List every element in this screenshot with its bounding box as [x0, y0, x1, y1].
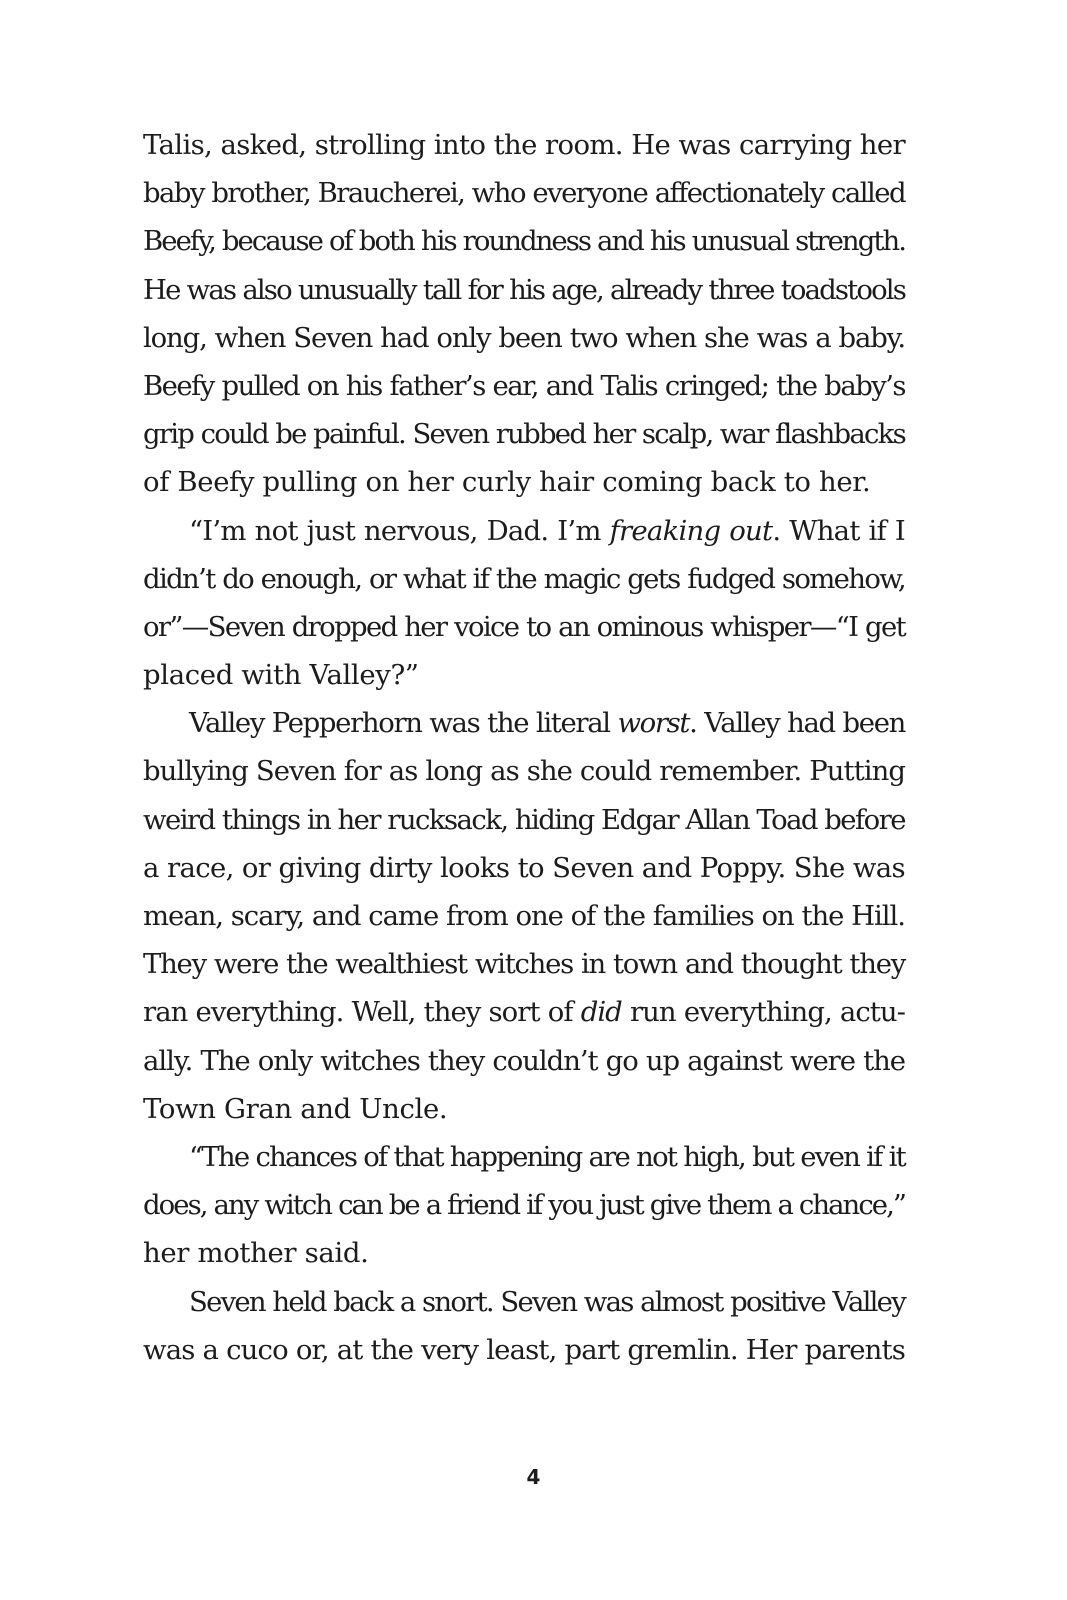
- text-line: [143, 747, 905, 795]
- text-segment: of Beefy pulling on her curly hair coming back to her.: [143, 466, 871, 499]
- body-text: [143, 121, 905, 1374]
- text-line: [143, 603, 905, 651]
- text-line: [143, 1229, 905, 1277]
- italic-text-segment: did: [580, 996, 622, 1029]
- text-line: [143, 1085, 905, 1133]
- text-line: [143, 699, 905, 747]
- text-segment: was a cuco or, at the very least, part gremlin. Her parents: [143, 1333, 905, 1366]
- text-line: [143, 169, 905, 217]
- text-line: [143, 555, 905, 603]
- page-number: 4: [526, 1465, 541, 1489]
- text-segment: a race, or giving dirty looks to Seven and Poppy. She was: [143, 851, 905, 884]
- text-segment: Beefy, because of both his roundness and his unusual strength.: [143, 225, 905, 258]
- text-segment: her mother said.: [143, 1237, 369, 1270]
- text-segment: does, any witch can be a friend if you just give them a chance,”: [143, 1189, 905, 1222]
- text-segment: Seven held back a snort. Seven was almost positive Valley: [189, 1285, 905, 1318]
- text-segment: mean, scary, and came from one of the families on the Hill.: [143, 900, 905, 932]
- italic-text-segment: worst: [617, 707, 690, 740]
- text-line: [143, 1326, 905, 1374]
- text-line: [143, 940, 905, 988]
- text-segment: “I’m not just nervous, Dad. I’m: [189, 514, 610, 547]
- text-line: [143, 1181, 905, 1229]
- text-segment: grip could be painful. Seven rubbed her scalp, war flashbacks: [143, 418, 905, 451]
- text-segment: long, when Seven had only been two when she was a baby.: [143, 321, 905, 354]
- text-line: [143, 410, 905, 458]
- text-line: [143, 314, 905, 362]
- text-segment: baby brother, Braucherei, who everyone affectionately called: [143, 177, 905, 210]
- text-line: [143, 1133, 905, 1181]
- text-line: [143, 217, 905, 265]
- text-segment: ally. The only witches they couldn’t go up against were the: [143, 1044, 905, 1077]
- text-line: [143, 362, 905, 410]
- text-segment: run everything, actu-: [621, 996, 905, 1029]
- text-segment: Talis, asked, strolling into the room. He was carrying her: [143, 129, 905, 161]
- text-line: [143, 988, 905, 1036]
- text-segment: Town Gran and Uncle.: [143, 1092, 448, 1125]
- text-segment: Beefy pulled on his father’s ear, and Talis cringed; the baby’s: [143, 369, 905, 402]
- text-segment: “The chances of that happening are not high, but even if it: [189, 1140, 905, 1173]
- text-line: [143, 1037, 905, 1085]
- text-line: [143, 458, 905, 506]
- text-segment: They were the wealthiest witches in town and thought they: [143, 948, 905, 981]
- text-segment: ran everything. Well, they sort of: [143, 996, 581, 1029]
- text-segment: bullying Seven for as long as she could remember. Putting: [143, 755, 905, 788]
- text-segment: Valley Pepperhorn was the literal: [189, 707, 618, 740]
- text-segment: or”—Seven dropped her voice to an ominous whisper—“I get: [143, 610, 905, 643]
- text-line: [143, 651, 905, 699]
- text-segment: . Valley had been: [689, 707, 905, 740]
- text-segment: didn’t do enough, or what if the magic gets fudged somehow,: [143, 562, 905, 595]
- text-line: [143, 266, 905, 314]
- text-line: [143, 892, 905, 940]
- text-segment: weird things in her rucksack, hiding Edgar Allan Toad before: [143, 803, 905, 836]
- italic-text-segment: freaking out: [609, 514, 773, 547]
- text-segment: placed with Valley?”: [143, 659, 419, 692]
- text-line: [143, 844, 905, 892]
- text-line: [143, 507, 905, 555]
- text-segment: . What if I: [772, 514, 905, 547]
- text-line: [143, 121, 905, 169]
- text-line: [143, 796, 905, 844]
- text-line: [143, 1278, 905, 1326]
- text-segment: He was also unusually tall for his age, already three toadstools: [143, 273, 905, 306]
